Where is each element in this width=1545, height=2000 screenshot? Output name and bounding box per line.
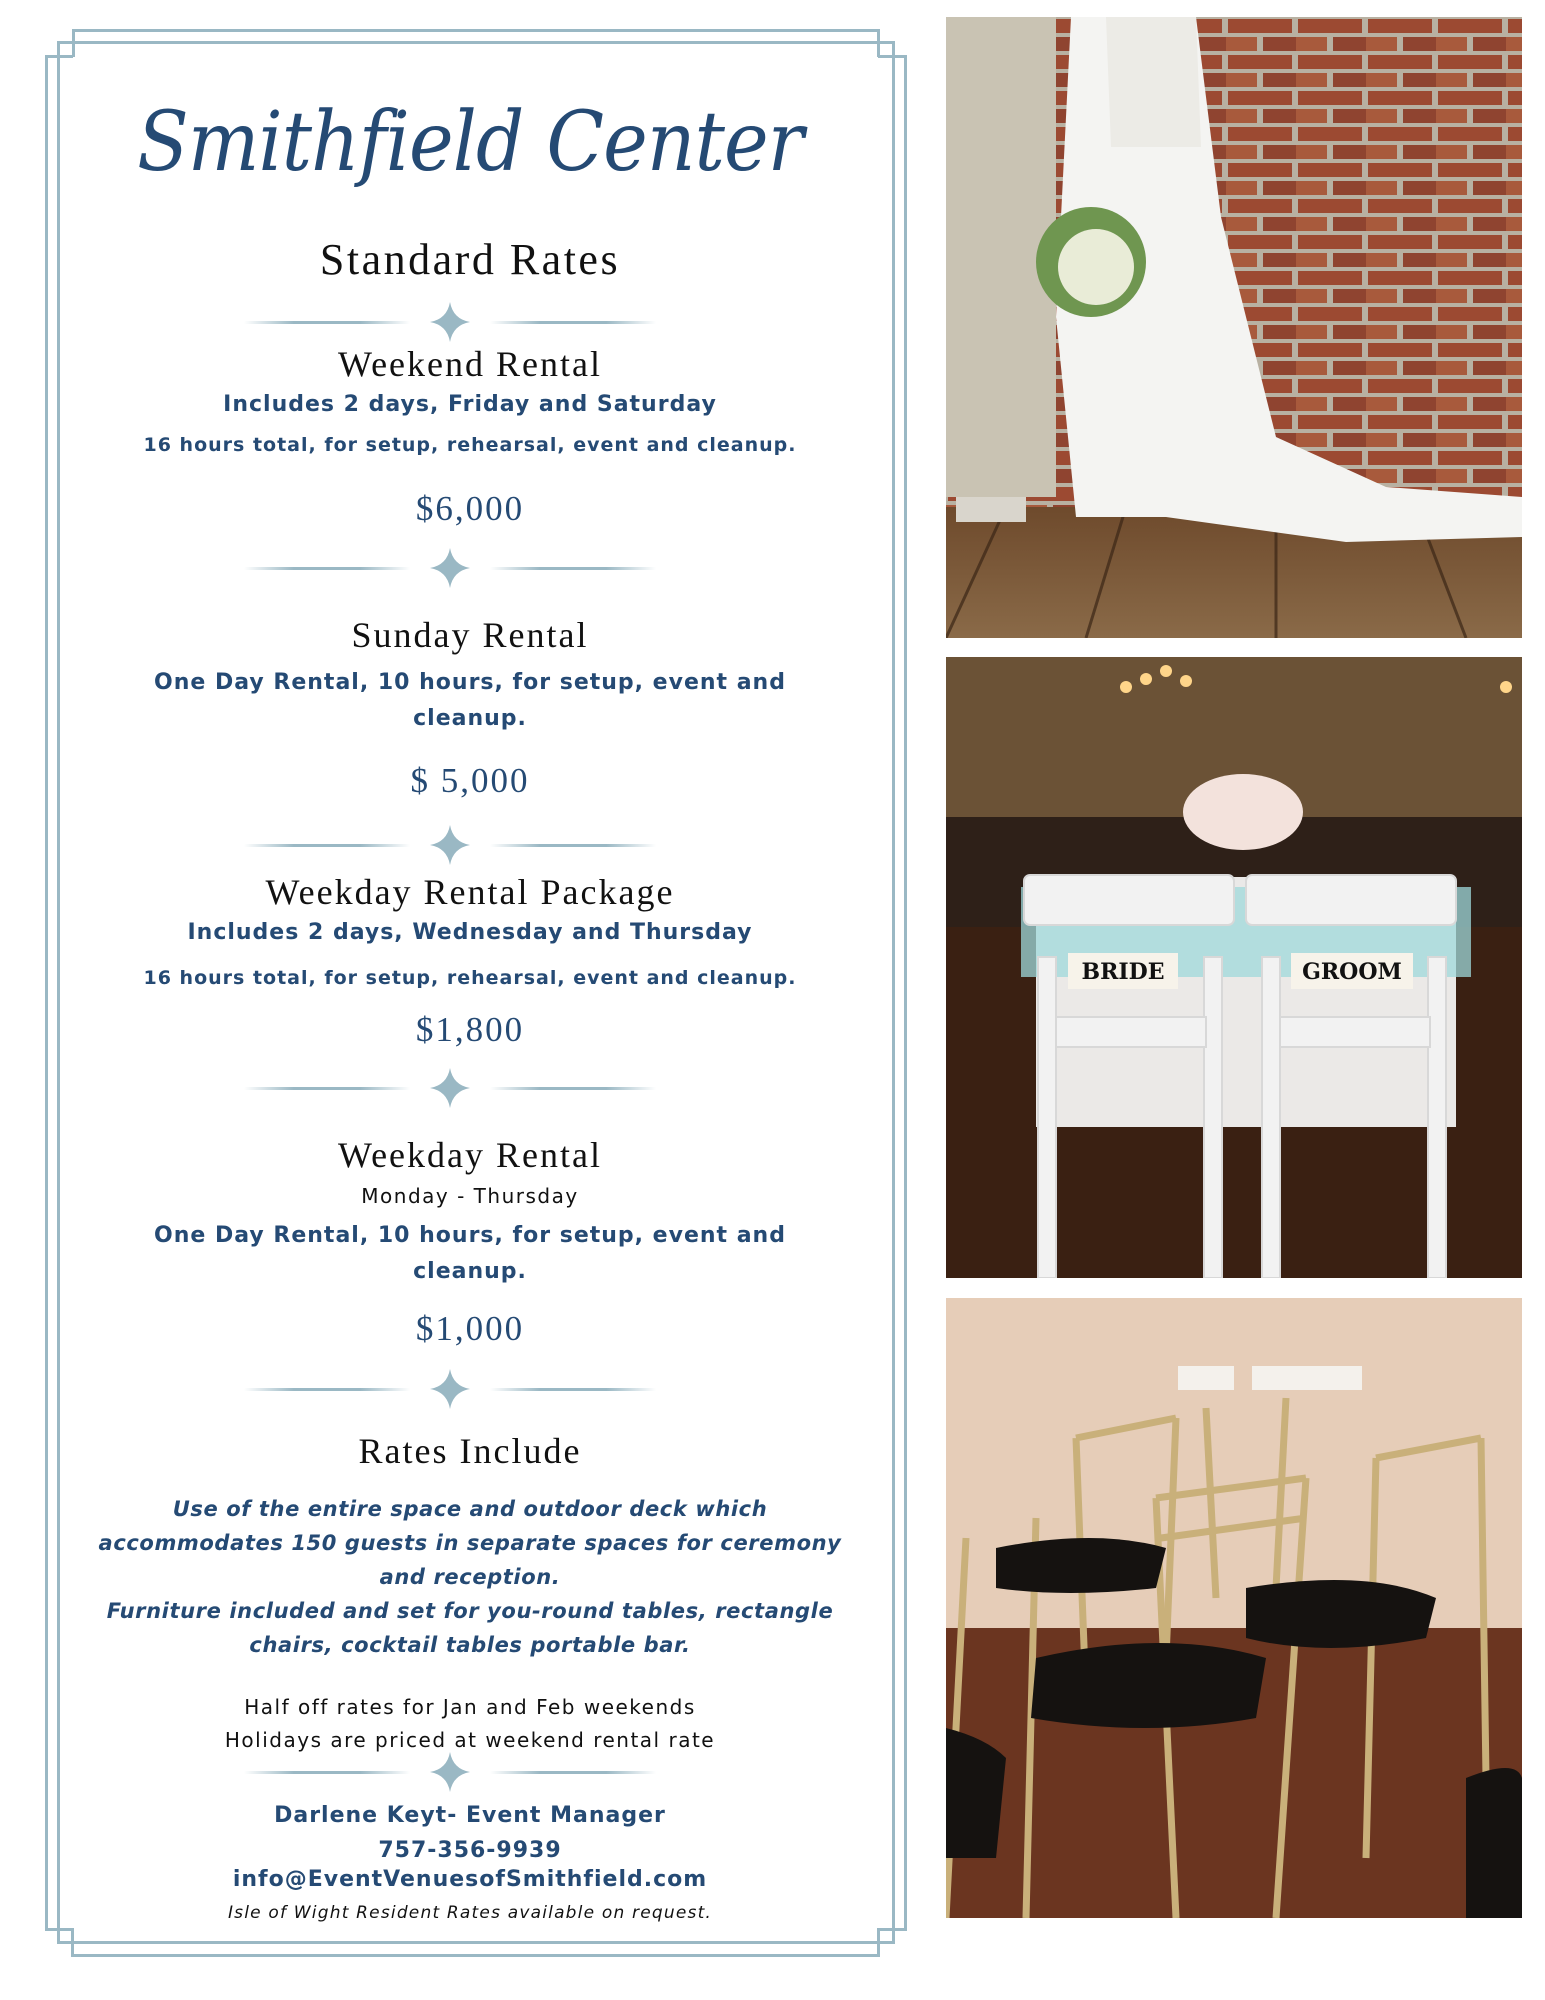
- rate-title: Sunday Rental: [351, 615, 589, 655]
- ornament-divider: [244, 1750, 656, 1794]
- include-line: accommodates 150 guests in separate spaces for ceremony: [98, 1531, 842, 1555]
- rate-detail: 16 hours total, for setup, rehearsal, event and cleanup.: [143, 434, 797, 456]
- rate-price: $1,000: [415, 1309, 525, 1348]
- sparkle-icon: [430, 1752, 470, 1792]
- rate-detail: One Day Rental, 10 hours, for setup, event and: [154, 1223, 786, 1248]
- sparkle-icon: [430, 548, 470, 588]
- rates-column: [70, 0, 870, 2000]
- include-line: and reception.: [379, 1565, 561, 1589]
- section-title: Rates Include: [358, 1431, 582, 1471]
- contact-name: Darlene Keyt- Event Manager: [274, 1803, 666, 1828]
- rate-detail: Includes 2 days, Wednesday and Thursday: [187, 920, 753, 945]
- rate-title: Weekday Rental Package: [265, 872, 675, 912]
- include-line: chairs, cocktail tables portable bar.: [249, 1633, 691, 1657]
- sparkle-icon: [430, 825, 470, 865]
- groom-sign: GROOM: [1302, 959, 1402, 985]
- note-line: Half off rates for Jan and Feb weekends: [244, 1695, 696, 1719]
- rate-title: Weekday Rental: [337, 1135, 602, 1175]
- rate-days: Monday - Thursday: [361, 1184, 579, 1208]
- frame-line: [892, 41, 895, 1943]
- frame-line: [877, 29, 880, 57]
- ornament-divider: [244, 546, 656, 590]
- frame-line: [904, 55, 907, 1930]
- frame-line: [45, 1928, 73, 1931]
- ornament-divider: [244, 1066, 656, 1110]
- rate-detail: One Day Rental, 10 hours, for setup, event and: [154, 670, 786, 695]
- frame-line: [878, 1928, 907, 1931]
- bride-sign: BRIDE: [1081, 959, 1165, 985]
- rate-detail: cleanup.: [413, 706, 527, 731]
- footnote: Isle of Wight Resident Rates available on request.: [227, 1903, 713, 1923]
- ornament-divider: [244, 1367, 656, 1411]
- ornament-divider: [244, 300, 656, 344]
- bride-groom-chairs-photo: [946, 657, 1522, 1278]
- sparkle-icon: [430, 302, 470, 342]
- rate-detail: Includes 2 days, Friday and Saturday: [223, 392, 717, 417]
- rate-price: $6,000: [415, 489, 525, 528]
- frame-line: [57, 41, 60, 1943]
- sparkle-icon: [430, 1369, 470, 1409]
- sparkle-icon: [430, 1068, 470, 1108]
- contact-email[interactable]: info@EventVenuesofSmithfield.com: [232, 1867, 708, 1892]
- include-line: Furniture included and set for you-round tables, rectangle: [106, 1599, 834, 1623]
- note-line: Holidays are priced at weekend rental rate: [224, 1728, 716, 1752]
- rate-detail: cleanup.: [413, 1259, 527, 1284]
- gold-chiavari-chairs-photo: [946, 1298, 1522, 1918]
- rate-price: $ 5,000: [410, 761, 530, 800]
- frame-line: [877, 1928, 880, 1957]
- ornament-divider: [244, 823, 656, 867]
- bride-and-groom-photo: [946, 17, 1522, 638]
- contact-phone[interactable]: 757-356-9939: [378, 1838, 562, 1863]
- include-line: Use of the entire space and outdoor deck which: [172, 1497, 768, 1521]
- frame-line: [45, 55, 48, 1930]
- page-subtitle: Standard Rates: [319, 235, 621, 284]
- venue-title: Smithfield Center: [137, 95, 803, 190]
- rate-title: Weekend Rental: [337, 344, 602, 384]
- rate-detail: 16 hours total, for setup, rehearsal, event and cleanup.: [143, 967, 797, 989]
- rate-price: $1,800: [415, 1010, 525, 1049]
